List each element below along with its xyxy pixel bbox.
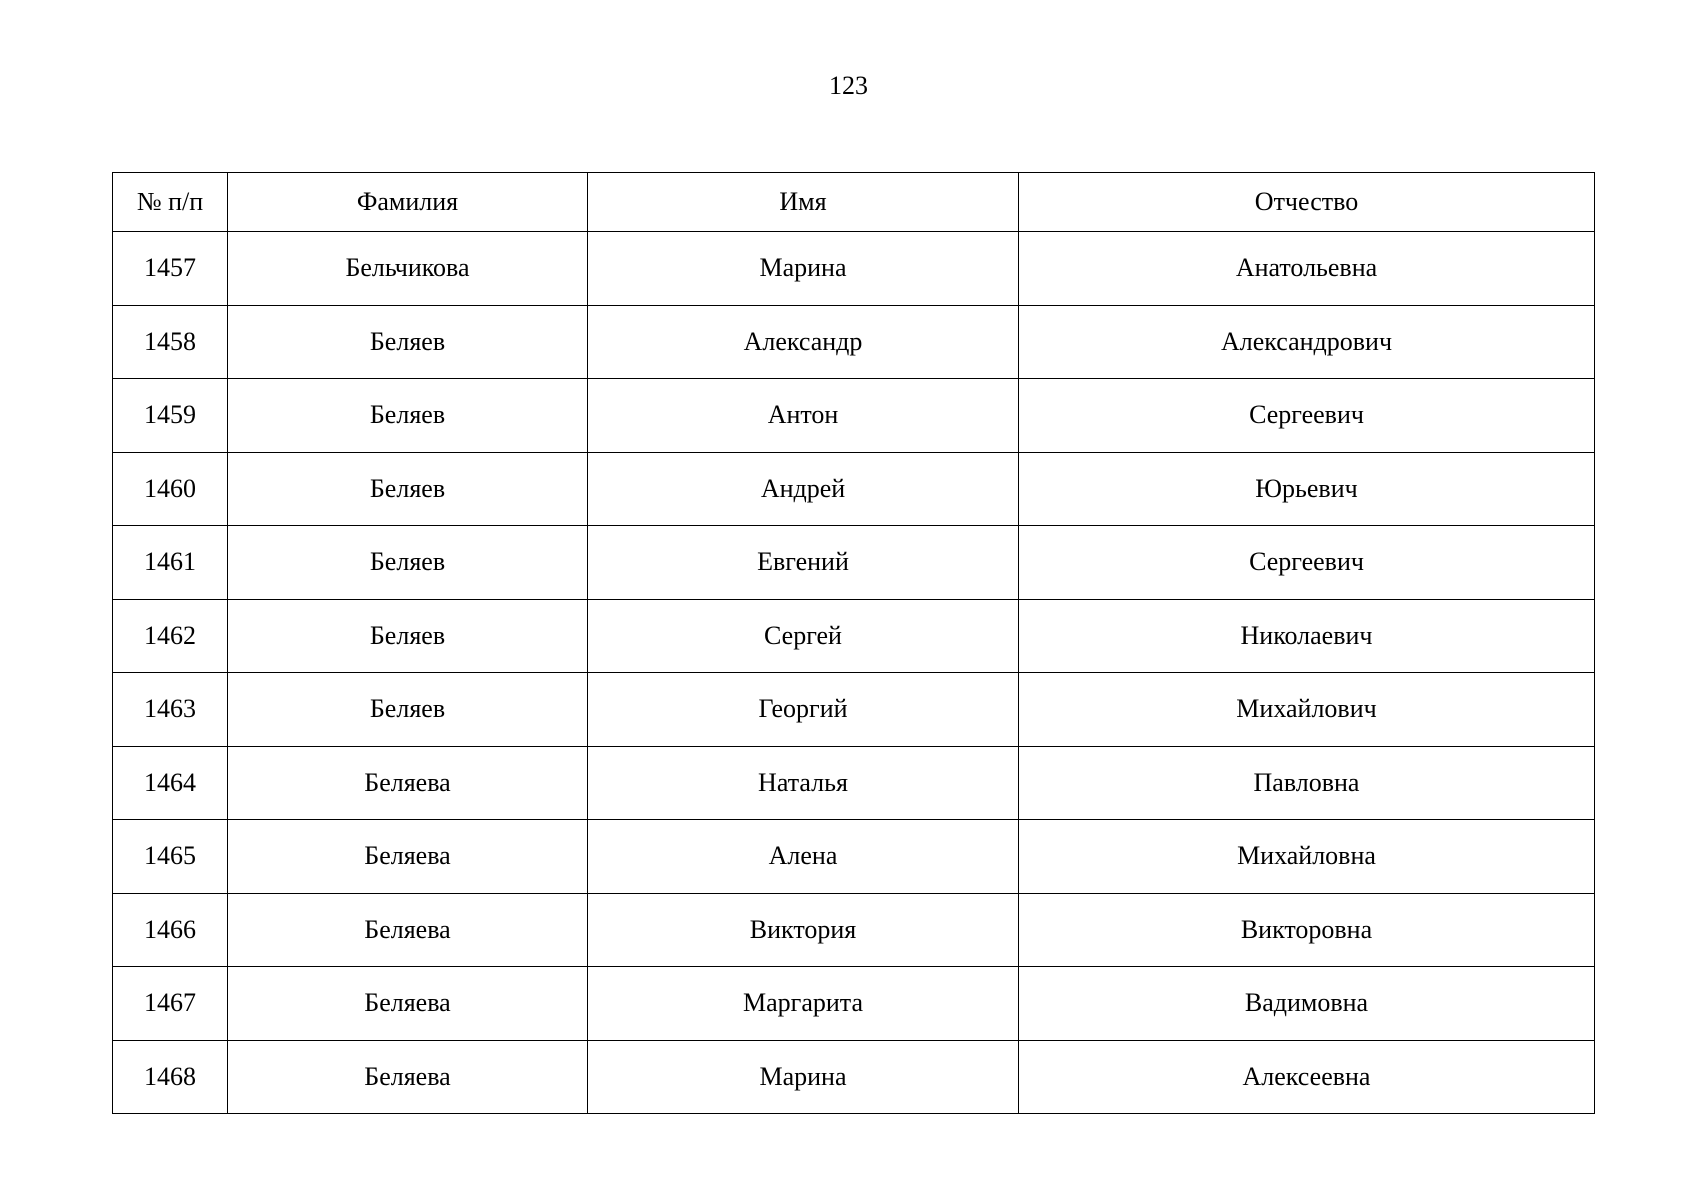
cell-patronymic: Викторовна xyxy=(1019,893,1595,967)
cell-patronymic: Вадимовна xyxy=(1019,967,1595,1041)
cell-first-name: Георгий xyxy=(588,673,1019,747)
header-number: № п/п xyxy=(113,173,228,232)
table-row xyxy=(113,893,1595,967)
cell-last-name: Беляева xyxy=(228,893,588,967)
cell-first-name: Сергей xyxy=(588,599,1019,673)
table-row xyxy=(113,967,1595,1041)
table-row xyxy=(113,526,1595,600)
cell-number: 1459 xyxy=(113,379,228,453)
header-patronymic: Отчество xyxy=(1019,173,1595,232)
cell-last-name: Беляев xyxy=(228,452,588,526)
cell-first-name: Наталья xyxy=(588,746,1019,820)
cell-last-name: Беляева xyxy=(228,820,588,894)
cell-first-name: Андрей xyxy=(588,452,1019,526)
table-row xyxy=(113,820,1595,894)
cell-last-name: Беляева xyxy=(228,967,588,1041)
header-last-name: Фамилия xyxy=(228,173,588,232)
cell-first-name: Алена xyxy=(588,820,1019,894)
cell-first-name: Марина xyxy=(588,232,1019,306)
cell-last-name: Беляева xyxy=(228,1040,588,1114)
table-row xyxy=(113,673,1595,747)
cell-last-name: Беляев xyxy=(228,599,588,673)
table-row xyxy=(113,232,1595,306)
roster-table xyxy=(112,172,1595,1114)
cell-first-name: Марина xyxy=(588,1040,1019,1114)
cell-first-name: Антон xyxy=(588,379,1019,453)
table-row xyxy=(113,1040,1595,1114)
cell-last-name: Беляев xyxy=(228,379,588,453)
cell-number: 1464 xyxy=(113,746,228,820)
cell-number: 1460 xyxy=(113,452,228,526)
cell-number: 1466 xyxy=(113,893,228,967)
cell-patronymic: Александрович xyxy=(1019,305,1595,379)
cell-first-name: Маргарита xyxy=(588,967,1019,1041)
cell-number: 1457 xyxy=(113,232,228,306)
table-row xyxy=(113,746,1595,820)
cell-patronymic: Сергеевич xyxy=(1019,379,1595,453)
table-header-row xyxy=(113,173,1595,232)
cell-last-name: Беляев xyxy=(228,526,588,600)
cell-last-name: Беляева xyxy=(228,746,588,820)
page-number: 123 xyxy=(829,71,868,100)
cell-first-name: Виктория xyxy=(588,893,1019,967)
cell-number: 1458 xyxy=(113,305,228,379)
cell-last-name: Беляев xyxy=(228,305,588,379)
cell-patronymic: Павловна xyxy=(1019,746,1595,820)
cell-number: 1468 xyxy=(113,1040,228,1114)
table-row xyxy=(113,599,1595,673)
cell-number: 1461 xyxy=(113,526,228,600)
cell-number: 1463 xyxy=(113,673,228,747)
cell-last-name: Бельчикова xyxy=(228,232,588,306)
cell-patronymic: Михайловна xyxy=(1019,820,1595,894)
table-row xyxy=(113,305,1595,379)
cell-first-name: Евгений xyxy=(588,526,1019,600)
cell-patronymic: Юрьевич xyxy=(1019,452,1595,526)
cell-number: 1465 xyxy=(113,820,228,894)
cell-patronymic: Сергеевич xyxy=(1019,526,1595,600)
cell-patronymic: Алексеевна xyxy=(1019,1040,1595,1114)
header-first-name: Имя xyxy=(588,173,1019,232)
table-row xyxy=(113,452,1595,526)
cell-patronymic: Николаевич xyxy=(1019,599,1595,673)
cell-patronymic: Михайлович xyxy=(1019,673,1595,747)
cell-number: 1467 xyxy=(113,967,228,1041)
cell-number: 1462 xyxy=(113,599,228,673)
table-row xyxy=(113,379,1595,453)
cell-last-name: Беляев xyxy=(228,673,588,747)
cell-first-name: Александр xyxy=(588,305,1019,379)
cell-patronymic: Анатольевна xyxy=(1019,232,1595,306)
